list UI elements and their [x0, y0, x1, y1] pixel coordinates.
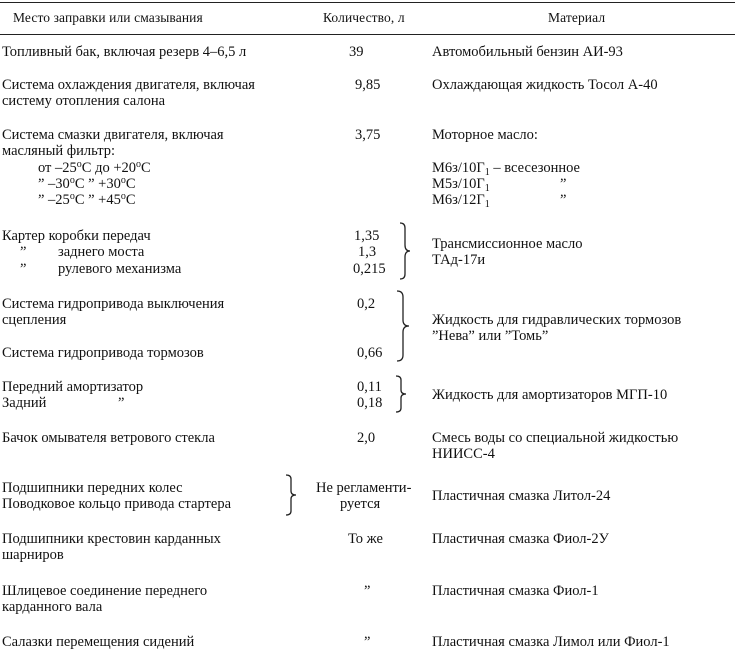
row-oil-place-line1: Система смазки двигателя, включая — [2, 127, 224, 143]
oil-range-1: от $-25^оC$ до $+20^оC$ — [38, 159, 151, 176]
row-cooling-material: Охлаждающая жидкость Тосол А-40 — [432, 77, 658, 93]
oil-grade-3: $М6з/12Г_1$ — [432, 192, 490, 210]
row-cooling-quantity: 9,85 — [355, 77, 381, 93]
oil-range-2: ” $-30^оC$ ” $+30^оC$ — [38, 175, 136, 192]
column-header-place: Место заправки или смазывания — [13, 10, 203, 25]
row-fuel-tank-place: Топливный бак, включая резерв 4–6,5 л — [2, 44, 247, 60]
hydraulic-brace — [395, 290, 411, 362]
column-header-material: Материал — [548, 10, 606, 25]
oil-grade-1: $М6з/10Г_1$ – всесезонное — [432, 160, 580, 178]
row-gearbox-quantity-2: 1,3 — [358, 244, 377, 260]
row-shock-place-line1: Передний амортизатор — [2, 379, 144, 395]
table-header-rule — [0, 34, 735, 35]
row-shock-material: Жидкость для амортизаторов МГП-10 — [432, 387, 668, 403]
row-hydraulic-place-line1: Система гидропривода выключения — [2, 296, 225, 312]
row-gearbox-ditto-2: ” — [20, 244, 27, 260]
row-gearbox-ditto-3: ” — [20, 261, 27, 277]
row-cooling-place-line1: Система охлаждения двигателя, включая — [2, 77, 255, 93]
column-header-quantity: Количество, л — [323, 10, 405, 25]
row-washer-material-line1: Смесь воды со специальной жидкостью — [432, 430, 679, 446]
row-oil-material: Моторное масло: — [432, 127, 538, 143]
row-washer-place: Бачок омывателя ветрового стекла — [2, 430, 215, 446]
row-hydraulic-quantity-2: 0,66 — [357, 345, 383, 361]
row-gearbox-place-line1: Картер коробки передач — [2, 228, 151, 244]
row-spline-quantity: ” — [364, 583, 371, 599]
row-gearbox-place-line2: заднего моста — [58, 244, 145, 260]
row-bearings-quantity-line2: руется — [340, 496, 381, 512]
row-cardan-place-line1: Подшипники крестовин карданных — [2, 531, 221, 547]
row-bearings-place-line1: Подшипники передних колес — [2, 480, 183, 496]
oil-grade-2-ditto: ” — [560, 176, 567, 192]
row-gearbox-place-line3: рулевого механизма — [58, 261, 182, 277]
row-fuel-tank-quantity: 39 — [349, 44, 364, 60]
row-spline-material: Пластичная смазка Фиол-1 — [432, 583, 599, 599]
oil-grade-2: $М5з/10Г_1$ — [432, 176, 490, 194]
row-hydraulic-place-line2: сцепления — [2, 312, 67, 328]
row-hydraulic-place-line3: Система гидропривода тормозов — [2, 345, 204, 361]
row-seats-quantity: ” — [364, 634, 371, 650]
row-spline-place-line1: Шлицевое соединение переднего — [2, 583, 208, 599]
oil-range-3: ” $-25^оC$ ” $+45^оC$ — [38, 191, 136, 208]
row-hydraulic-material-line2: ”Нева” или ”Томь” — [432, 328, 549, 344]
row-fuel-tank-material: Автомобильный бензин АИ-93 — [432, 44, 623, 60]
row-gearbox-quantity-3: 0,215 — [353, 261, 386, 277]
row-shock-quantity-2: 0,18 — [357, 395, 383, 411]
row-gearbox-material-line1: Трансмиссионное масло — [432, 236, 583, 252]
row-hydraulic-material-line1: Жидкость для гидравлических тормозов — [432, 312, 682, 328]
row-shock-quantity-1: 0,11 — [357, 379, 382, 395]
row-cardan-place-line2: шарниров — [2, 547, 64, 563]
gearbox-brace — [398, 222, 412, 280]
oil-grade-3-ditto: ” — [560, 192, 567, 208]
row-bearings-quantity-line1: Не регламенти- — [316, 480, 412, 496]
row-cooling-place-line2: систему отопления салона — [2, 93, 166, 109]
row-oil-quantity: 3,75 — [355, 127, 381, 143]
row-shock-ditto: ” — [118, 395, 125, 411]
row-bearings-place-line2: Поводковое кольцо привода стартера — [2, 496, 232, 512]
bearings-brace — [284, 474, 298, 516]
row-seats-place: Салазки перемещения сидений — [2, 634, 195, 650]
row-washer-material-line2: НИИСС-4 — [432, 446, 495, 462]
row-cardan-material: Пластичная смазка Фиол-2У — [432, 531, 609, 547]
row-seats-material: Пластичная смазка Лимол или Фиол-1 — [432, 634, 670, 650]
row-cardan-quantity: То же — [348, 531, 383, 547]
row-oil-place-line2: масляный фильтр: — [2, 143, 115, 159]
row-spline-place-line2: карданного вала — [2, 599, 103, 615]
row-gearbox-quantity-1: 1,35 — [354, 228, 380, 244]
row-washer-quantity: 2,0 — [357, 430, 376, 446]
row-bearings-material: Пластичная смазка Литол-24 — [432, 488, 611, 504]
table-top-rule — [0, 2, 735, 3]
row-shock-place-line2: Задний — [2, 395, 47, 411]
row-hydraulic-quantity-1: 0,2 — [357, 296, 376, 312]
row-gearbox-material-line2: ТАд-17и — [432, 252, 486, 268]
shock-brace — [394, 375, 408, 413]
